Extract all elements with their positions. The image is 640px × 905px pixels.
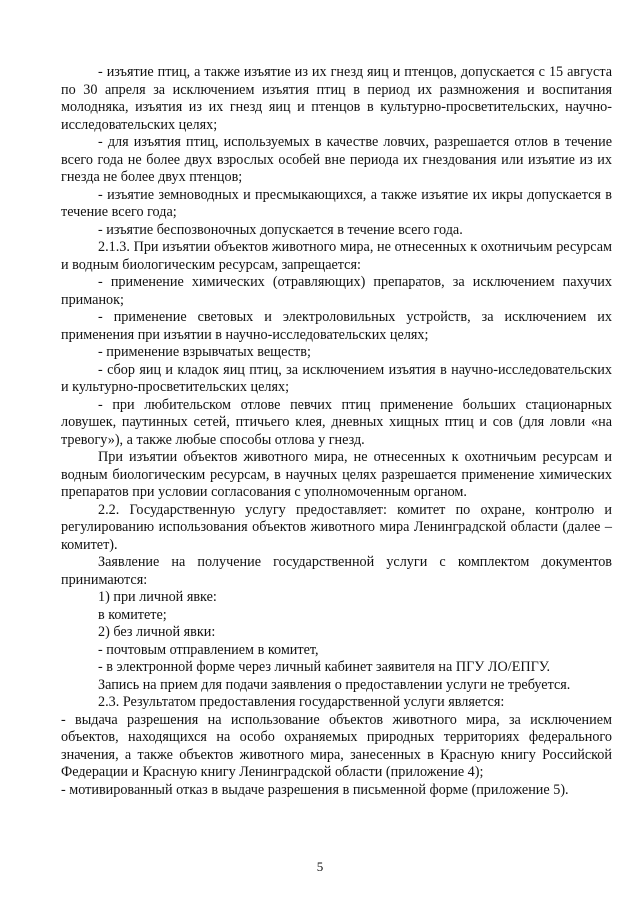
list-item-light-devices: - применение световых и электроловильных устройств, за исключением их применения при изъятии в научно-исследовательских целях; — [61, 309, 612, 343]
list-item-in-person: 1) при личной явке: — [98, 589, 217, 605]
list-item-invertebrates: - изъятие беспозвоночных допускается в течение всего года. — [98, 221, 463, 238]
list-item-bird-removal: - изъятие птиц, а также изъятие из их гнезд яиц и птенцов, допускается с 15 августа по 30 апреля за исключением изъятия птиц в период их размножения и воспитания молодняка, изъятия из их гнезд яиц и птенцов в культурно-просветительских, научно-исследовательских целях; — [61, 64, 612, 133]
list-item-hunting-birds: - для изъятия птиц, используемых в качестве ловчих, разрешается отлов в течение всего года не более двух взрослых особей вне периода их гнездования или изъятие из их гнезда не более двух птенцов; — [61, 134, 612, 185]
section-2-1-3: 2.1.3. При изъятии объектов животного мира, не отнесенных к охотничьим ресурсам и водным биологическим ресурсам, запрещается: — [61, 239, 612, 273]
paragraph-scientific-purposes: При изъятии объектов животного мира, не отнесенных к охотничьим ресурсам и водным биологическим ресурсам, в научных целях разрешается применение химических препаратов при условии согласования с уполномоченным органом. — [61, 449, 612, 500]
list-item-permit-issuance: - выдача разрешения на использование объектов животного мира, за исключением объектов, находящихся на особо охраняемых природных территориях федерального значения, а также объектов животного мира, занесенных в Красную книгу Российской Федерации и Красную книгу Ленинградской области (приложение 4); — [61, 711, 612, 780]
list-item-at-committee: в комитете; — [98, 606, 167, 623]
paragraph-application: Заявление на получение государственной услуги с комплектом документов принимаются: — [61, 554, 612, 588]
list-item-amphibians: - изъятие земноводных и пресмыкающихся, а также изъятие их икры допускается в течение всего года; — [61, 186, 612, 220]
paragraph-appointment: Запись на прием для подачи заявления о предоставлении услуги не требуется. — [98, 676, 571, 693]
list-item-post: - почтовым отправлением в комитет, — [98, 641, 319, 658]
page-number: 5 — [316, 859, 324, 874]
list-item-electronic: - в электронной форме через личный кабинет заявителя на ПГУ ЛО/ЕПГУ. — [98, 659, 551, 675]
list-item-eggs: - сбор яиц и кладок яиц птиц, за исключением изъятия в научно-исследовательских и культурно-просветительских целях; — [61, 361, 612, 395]
list-item-remote: 2) без личной явки: — [98, 624, 216, 640]
section-2-3: 2.3. Результатом предоставления государственной услуги является: — [98, 694, 505, 710]
list-item-explosives: - применение взрывчатых веществ; — [98, 344, 311, 360]
list-item-songbirds: - при любительском отлове певчих птиц применение больших стационарных ловушек, паутинных сетей, птичьего клея, дневных хищных птиц и сов (для ловли «на тревогу»), а также любые способы отлова у гнезд. — [61, 396, 612, 448]
list-item-refusal: - мотивированный отказ в выдаче разрешения в письменной форме (приложение 5). — [61, 781, 569, 798]
section-2-2: 2.2. Государственную услугу предоставляет: комитет по охране, контролю и регулированию использования объектов животного мира Ленинградской области (далее – комитет). — [61, 501, 612, 553]
list-item-chemicals: - применение химических (отравляющих) препаратов, за исключением пахучих приманок; — [61, 274, 612, 308]
document-body — [61, 64, 612, 799]
